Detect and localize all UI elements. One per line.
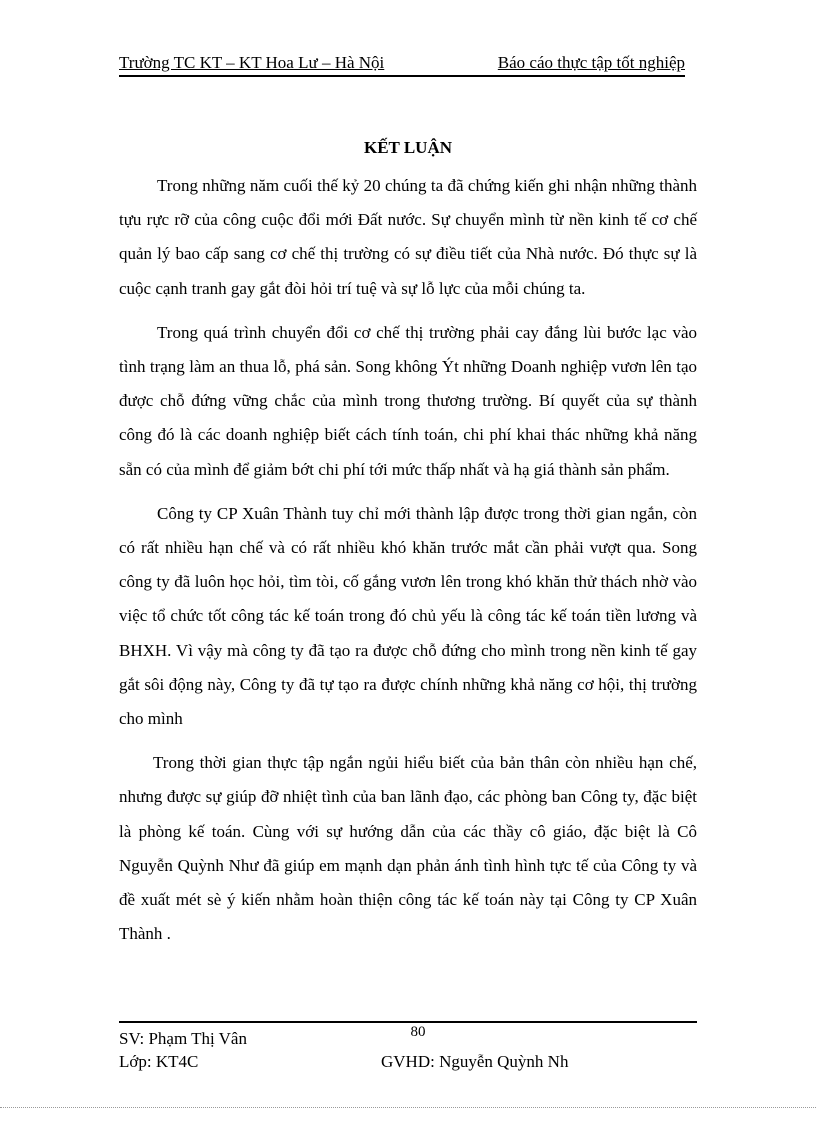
paragraph-1: Trong những năm cuối thế kỷ 20 chúng ta đã chứng kiến ghi nhận những thành tựu rực rỡ của công cuộc đổi mới Đất nước. Sự chuyển mình từ nền kinh tế cơ chế quản lý bao cấp sang cơ chế thị trường có sự điều tiết của Nhà nước. Đó thực sự là cuộc cạnh tranh gay gắt đòi hỏi trí tuệ và sự lỗ lực của mỗi chúng ta. (119, 176, 697, 298)
paragraph-2: Trong quá trình chuyển đổi cơ chế thị trường phải cay đắng lùi bước lạc vào tình trạng làm an thua lỗ, phá sản. Song không Ýt những Doanh nghiệp vươn lên tạo được chỗ đứng vững chắc của mình trong thương trường. Bí quyết của sự thành công đó là các doanh nghiệp biết cách tính toán, chi phí khai thác những khả năng sẵn có của mình để giảm bớt chi phí tới mức thấp nhất và hạ giá thành sản phẩm. (119, 322, 697, 479)
footer-divider (119, 1021, 697, 1023)
page-number: 80 (410, 1024, 426, 1040)
paragraph-4: Trong thời gian thực tập ngắn ngủi hiểu biết của bản thân còn nhiều hạn chế, nhưng được sự giúp đỡ nhiệt tình của ban lãnh đạo, các phòng ban Công ty, đặc biệt là phòng kế toán. Cùng với sự hướng dẫn của các thầy cô giáo, đặc biệt là Cô Nguyễn Quỳnh Như đã giúp em mạnh dạn phản ánh tình hình tực tế của Công ty và đề xuất mét sè ý kiến nhằm hoàn thiện công tác kế toán này tại Công ty CP Xuân Thành . (119, 753, 697, 944)
footer-student: SV: Phạm Thị Vân (119, 1029, 247, 1048)
page-break-line (0, 1107, 816, 1108)
footer-advisor: GVHD: Nguyễn Quỳnh Nh (381, 1052, 569, 1071)
body-text (119, 169, 697, 961)
paragraph-3: Công ty CP Xuân Thành tuy chỉ mới thành lập được trong thời gian ngắn, còn có rất nhiều hạn chế và có rất nhiều khó khăn trước mắt cần phải vượt qua. Song công ty đã luôn học hỏi, tìm tòi, cố gắng vươn lên trong khó khăn thử thách nhờ vào việc tổ chức tốt công tác kế toán trong đó chủ yếu là công tác kế toán tiền lương và BHXH. Vì vậy mà công ty đã tạo ra được chỗ đứng cho mình trong nền kinh tế gay gắt sôi động này, Công ty đã tự tạo ra được chính những khả năng cơ hội, thị trường cho mình (119, 503, 697, 729)
header-report-title: Báo cáo thực tập tốt nghiệp (497, 53, 685, 72)
page-header (119, 53, 685, 77)
footer-class: Lớp: KT4C (119, 1052, 199, 1071)
section-title: KẾT LUẬN (363, 138, 452, 157)
header-school: Trường TC KT – KT Hoa Lư – Hà Nội (119, 53, 385, 72)
